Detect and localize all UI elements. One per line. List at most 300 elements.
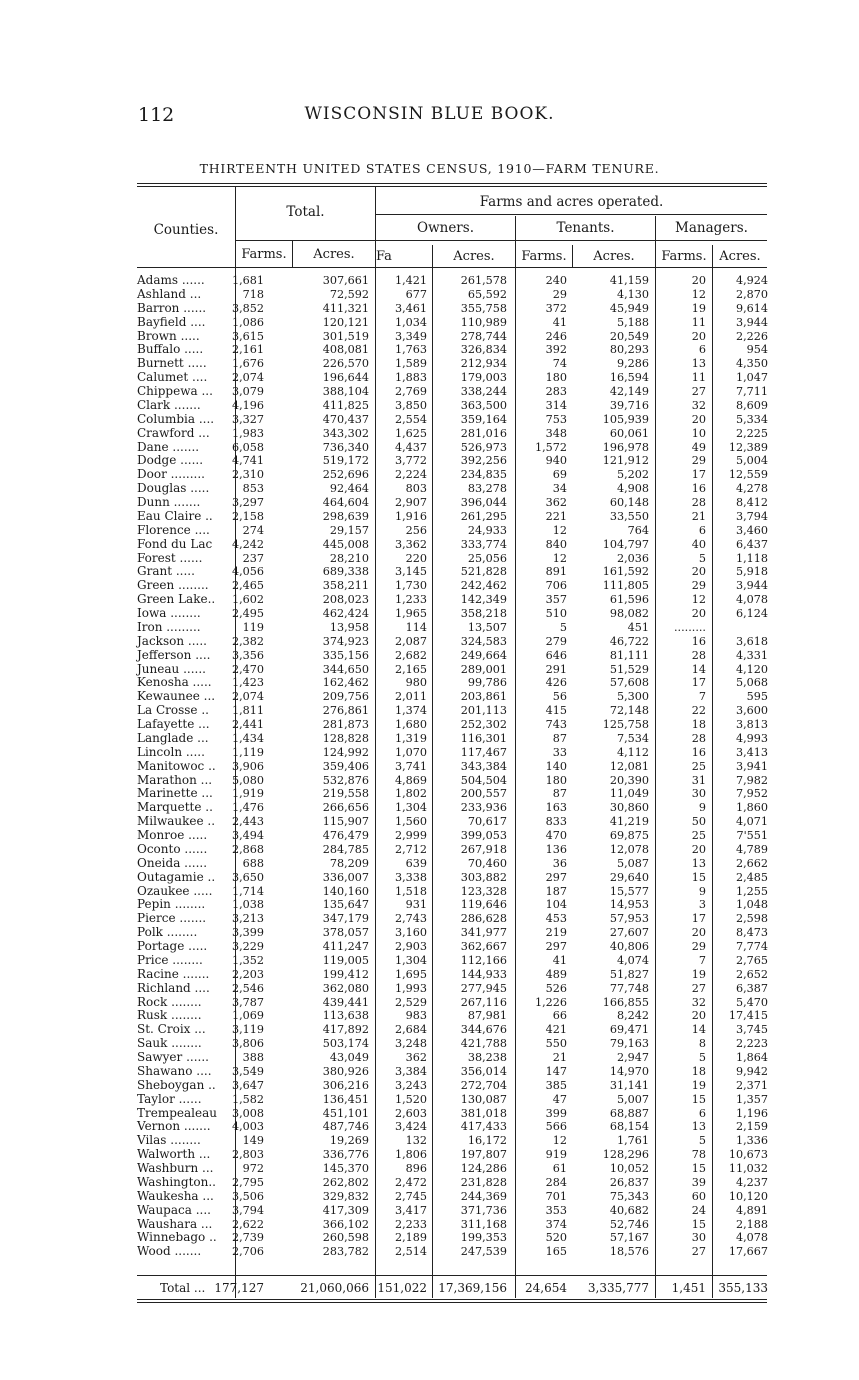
- table-row: [0, 1009, 859, 1023]
- cell-managers-farms: 27: [691, 981, 706, 995]
- cell-managers-farms: 3: [698, 898, 706, 912]
- county-name: Wood .......: [137, 1244, 202, 1259]
- county-name: Douglas .....: [137, 481, 210, 496]
- county-name: Jackson .....: [137, 633, 207, 648]
- cell-owners-farms: 2,472: [394, 1175, 427, 1189]
- cell-total-farms: 972: [242, 1162, 264, 1175]
- cell-total-acres: 252,696: [322, 468, 369, 482]
- cell-owners-acres: 358,218: [460, 607, 507, 620]
- cell-total-farms: 3,494: [231, 829, 264, 842]
- table-row: [0, 898, 859, 912]
- cell-tenants-farms: 415: [545, 704, 567, 718]
- cell-tenants-farms: 12: [552, 1134, 567, 1148]
- cell-owners-acres: 38,238: [467, 1051, 507, 1064]
- cell-managers-farms: 5: [698, 551, 706, 565]
- cell-total-acres: 532,876: [322, 773, 369, 787]
- table-row: [0, 565, 859, 579]
- cell-owners-farms: 1,883: [394, 371, 427, 385]
- cell-owners-farms: 1,589: [394, 357, 427, 371]
- bottom-rule: [137, 1299, 767, 1300]
- cell-total-farms: 2,158: [231, 509, 264, 523]
- cell-tenants-farms: 706: [545, 579, 567, 593]
- county-name: Lafayette ...: [137, 717, 210, 731]
- cell-total-acres: 411,247: [322, 940, 369, 953]
- header-managers-acres: Acres.: [719, 249, 761, 264]
- cell-managers-acres: 1,196: [735, 1106, 768, 1120]
- cell-owners-acres: 381,018: [460, 1106, 507, 1120]
- cell-tenants-acres: 196,978: [602, 440, 649, 454]
- cell-tenants-acres: 57,953: [609, 912, 649, 926]
- cell-owners-acres: 119,646: [460, 898, 507, 912]
- cell-tenants-acres: 4,074: [616, 953, 649, 967]
- cell-total-farms: 2,546: [231, 981, 264, 995]
- total-label: Total ...: [160, 1281, 206, 1295]
- cell-tenants-farms: 180: [545, 371, 567, 385]
- cell-tenants-farms: 246: [545, 329, 567, 343]
- table-title: THIRTEENTH UNITED STATES CENSUS, 1910—FARM TENURE.: [199, 161, 660, 176]
- cell-owners-acres: 252,302: [460, 718, 507, 731]
- county-name: Columbia ....: [137, 411, 215, 426]
- cell-total-acres: 417,309: [322, 1203, 369, 1217]
- cell-managers-farms: 17: [691, 468, 706, 482]
- cell-tenants-farms: 372: [545, 301, 567, 315]
- county-name: Adams ......: [137, 273, 205, 287]
- cell-owners-acres: 130,087: [460, 1092, 507, 1106]
- cell-managers-farms: 25: [691, 759, 706, 773]
- cell-owners-acres: 261,295: [460, 509, 507, 523]
- cell-owners-acres: 392,256: [460, 454, 507, 468]
- cell-owners-acres: 83,278: [467, 482, 507, 496]
- table-row: [0, 413, 859, 427]
- cell-owners-acres: 242,462: [460, 579, 507, 593]
- cell-total-acres: 366,102: [322, 1217, 369, 1231]
- table-row: [0, 1162, 859, 1176]
- cell-tenants-farms: 392: [545, 343, 567, 357]
- cell-managers-acres: 7,774: [735, 940, 768, 953]
- cell-owners-farms: 2,769: [394, 385, 427, 398]
- cell-managers-acres: 3,413: [735, 745, 768, 759]
- cell-owners-acres: 371,736: [460, 1203, 507, 1217]
- cell-total-acres: 344,650: [322, 662, 369, 676]
- cell-managers-farms: 20: [691, 565, 706, 579]
- header-owners: Owners.: [417, 220, 474, 236]
- cell-owners-farms: 677: [405, 287, 427, 301]
- cell-tenants-acres: 16,594: [609, 371, 649, 385]
- header-managers: Managers.: [675, 220, 748, 236]
- table-row: [0, 801, 859, 815]
- header-total-farms: Farms.: [241, 247, 287, 262]
- cell-tenants-farms: 385: [545, 1078, 567, 1092]
- cell-tenants-acres: 2,036: [616, 551, 649, 565]
- cell-managers-acres: 9,942: [735, 1064, 768, 1078]
- cell-owners-farms: 3,772: [394, 454, 427, 468]
- cell-managers-farms: 78: [691, 1148, 706, 1162]
- cell-tenants-farms: 5: [559, 620, 567, 634]
- table-row: [0, 815, 859, 829]
- cell-tenants-farms: 374: [545, 1217, 567, 1231]
- table-row: [0, 843, 859, 857]
- cell-owners-acres: 203,861: [460, 690, 507, 704]
- county-name: Green Lake..: [137, 592, 216, 607]
- cell-total-farms: 688: [242, 856, 264, 870]
- table-row: [0, 454, 859, 468]
- cell-managers-farms: 39: [691, 1175, 706, 1189]
- cell-owners-farms: 2,011: [394, 690, 427, 704]
- cell-tenants-acres: 166,855: [602, 995, 649, 1009]
- cell-managers-acres: 2,662: [735, 856, 768, 870]
- county-name: Sauk ........: [137, 1036, 202, 1051]
- cell-managers-farms: 15: [691, 1092, 706, 1106]
- table-row: [0, 704, 859, 718]
- cell-owners-acres: 117,467: [460, 745, 507, 759]
- table-row: [0, 1107, 859, 1121]
- cell-owners-acres: 278,744: [460, 329, 507, 343]
- table-row: [0, 427, 859, 441]
- cell-tenants-acres: 1,761: [616, 1134, 649, 1148]
- cell-tenants-acres: 40,682: [609, 1203, 649, 1217]
- table-row: [0, 940, 859, 954]
- cell-managers-acres: 2,371: [735, 1078, 768, 1092]
- table-row: [0, 912, 859, 926]
- table-row: [0, 996, 859, 1010]
- cell-owners-farms: 2,224: [394, 468, 427, 482]
- county-name: Racine .......: [137, 966, 210, 981]
- cell-managers-farms: 13: [691, 1120, 706, 1134]
- cell-total-acres: 72,592: [329, 287, 369, 301]
- county-name: Portage .....: [137, 939, 208, 953]
- cell-tenants-acres: 5,300: [616, 690, 649, 704]
- cell-managers-farms: 31: [691, 773, 706, 787]
- total-acres: 21,060,066: [300, 1281, 369, 1295]
- cell-owners-acres: 341,977: [460, 926, 507, 940]
- cell-owners-acres: 267,116: [460, 995, 507, 1009]
- county-name: Burnett .....: [137, 356, 207, 371]
- cell-managers-farms: 7: [698, 690, 706, 704]
- cell-tenants-farms: 12: [552, 551, 567, 565]
- cell-tenants-acres: 68,887: [609, 1106, 649, 1120]
- table-row: [0, 1023, 859, 1037]
- cell-total-acres: 307,661: [322, 274, 369, 287]
- cell-managers-farms: 13: [691, 856, 706, 870]
- cell-total-farms: 3,297: [231, 496, 264, 509]
- table-row: [0, 954, 859, 968]
- county-name: Buffalo .....: [137, 342, 204, 357]
- cell-managers-farms: 9: [698, 884, 706, 898]
- county-name: Pierce .......: [137, 911, 207, 926]
- cell-managers-farms: 19: [691, 301, 706, 315]
- table-row: [0, 1190, 859, 1204]
- cell-owners-acres: 356,014: [460, 1064, 507, 1078]
- cell-managers-farms: 16: [691, 482, 706, 496]
- cell-tenants-farms: 297: [545, 940, 567, 953]
- cell-total-acres: 347,179: [322, 912, 369, 926]
- cell-owners-farms: 220: [405, 551, 427, 565]
- cell-owners-farms: 2,189: [394, 1231, 427, 1245]
- cell-tenants-farms: 526: [545, 981, 567, 995]
- cell-tenants-acres: 7,534: [616, 731, 649, 745]
- cell-managers-farms: 9: [698, 801, 706, 815]
- cell-tenants-acres: 57,608: [609, 676, 649, 690]
- cell-total-acres: 78,209: [329, 856, 369, 870]
- cell-managers-acres: 7,952: [735, 787, 768, 801]
- cell-managers-acres: 2,159: [735, 1120, 768, 1134]
- county-name: Sheboygan ..: [137, 1077, 216, 1092]
- table-row: [0, 496, 859, 510]
- cell-tenants-acres: 18,576: [609, 1245, 649, 1259]
- cell-tenants-farms: 833: [545, 815, 567, 829]
- county-name: Marathon ...: [137, 772, 213, 787]
- cell-owners-farms: 2,087: [394, 634, 427, 648]
- cell-managers-farms: 22: [691, 704, 706, 718]
- cell-total-farms: 237: [242, 551, 264, 565]
- cell-tenants-farms: 753: [545, 412, 567, 426]
- cell-owners-farms: 2,743: [394, 912, 427, 926]
- cell-total-acres: 281,873: [322, 718, 369, 731]
- cell-total-farms: 3,650: [231, 870, 264, 884]
- cell-managers-acres: 4,071: [735, 815, 768, 829]
- cell-managers-farms: 27: [691, 1245, 706, 1259]
- county-name: Rusk ........: [137, 1008, 202, 1023]
- cell-tenants-farms: 147: [545, 1064, 567, 1078]
- county-name: Richland ....: [137, 980, 210, 995]
- cell-total-acres: 276,861: [322, 704, 369, 718]
- cell-tenants-acres: 125,758: [602, 718, 649, 731]
- cell-total-farms: 1,714: [231, 884, 264, 898]
- cell-tenants-acres: 12,078: [609, 842, 649, 856]
- cell-owners-farms: 1,070: [394, 745, 427, 759]
- cell-tenants-farms: 140: [545, 759, 567, 773]
- cell-total-acres: 306,216: [322, 1078, 369, 1092]
- cell-tenants-farms: 291: [545, 662, 567, 676]
- cell-managers-acres: 4,331: [735, 648, 768, 662]
- cell-owners-acres: 355,758: [460, 301, 507, 315]
- cell-total-farms: 4,056: [231, 565, 264, 579]
- cell-managers-farms: 21: [691, 509, 706, 523]
- cell-total-acres: 336,007: [322, 870, 369, 884]
- cell-owners-farms: 3,349: [394, 329, 427, 343]
- cell-tenants-farms: 421: [545, 1023, 567, 1037]
- cell-owners-farms: 1,560: [394, 815, 427, 829]
- cell-total-acres: 462,424: [322, 607, 369, 620]
- cell-owners-acres: 13,507: [467, 620, 507, 634]
- cell-owners-acres: 201,113: [460, 704, 507, 718]
- cell-tenants-farms: 187: [545, 884, 567, 898]
- cell-total-acres: 13,958: [329, 620, 369, 634]
- cell-owners-acres: 179,003: [460, 371, 507, 385]
- county-name: Outagamie ..: [137, 869, 216, 884]
- header-managers-farms: Farms.: [661, 249, 707, 264]
- cell-tenants-farms: 47: [552, 1092, 567, 1106]
- cell-managers-farms: 20: [691, 412, 706, 426]
- cell-total-acres: 408,081: [322, 343, 369, 357]
- table-row: [0, 774, 859, 788]
- cell-managers-acres: 8,412: [735, 496, 768, 509]
- cell-total-farms: 3,806: [231, 1037, 264, 1051]
- cell-managers-acres: 5,068: [735, 676, 768, 690]
- cell-tenants-farms: 69: [552, 468, 567, 482]
- cell-total-farms: 3,327: [231, 412, 264, 426]
- cell-tenants-farms: 74: [552, 357, 567, 371]
- cell-tenants-farms: 510: [545, 607, 567, 620]
- county-name: Price ........: [137, 952, 203, 967]
- cell-total-farms: 3,119: [231, 1023, 264, 1037]
- cell-owners-acres: 65,592: [467, 287, 507, 301]
- cell-tenants-acres: 111,805: [602, 579, 649, 593]
- cell-owners-farms: 803: [405, 482, 427, 496]
- cell-managers-acres: 2,485: [735, 870, 768, 884]
- cell-managers-acres: 4,078: [735, 1231, 768, 1245]
- bottom-rule-2: [137, 1302, 767, 1303]
- county-name: Trempealeau: [137, 1105, 217, 1120]
- cell-tenants-acres: 29,640: [609, 870, 649, 884]
- table-row: [0, 330, 859, 344]
- cell-owners-farms: 1,304: [394, 801, 427, 815]
- cell-total-acres: 411,321: [322, 301, 369, 315]
- cell-tenants-acres: 5,202: [616, 468, 649, 482]
- cell-managers-acres: 1,860: [735, 801, 768, 815]
- county-name: Barron ......: [137, 300, 207, 315]
- county-name: Waushara ...: [137, 1216, 213, 1231]
- cell-managers-acres: 5,004: [735, 454, 768, 468]
- cell-managers-acres: 4,078: [735, 593, 768, 607]
- table-row: [0, 288, 859, 302]
- cell-tenants-farms: 919: [545, 1148, 567, 1162]
- cell-tenants-acres: 69,875: [609, 829, 649, 842]
- table-row: [0, 635, 859, 649]
- cell-total-farms: 3,647: [231, 1078, 264, 1092]
- cell-total-farms: 1,069: [231, 1009, 264, 1023]
- cell-tenants-farms: 940: [545, 454, 567, 468]
- cell-total-farms: 3,229: [231, 940, 264, 953]
- cell-total-acres: 209,756: [322, 690, 369, 704]
- cell-managers-acres: 3,600: [735, 704, 768, 718]
- cell-tenants-acres: 41,219: [609, 815, 649, 829]
- header-operated: Farms and acres operated.: [479, 194, 664, 210]
- table-row: [0, 579, 859, 593]
- table-row: [0, 593, 859, 607]
- county-name: Forest ......: [137, 550, 203, 565]
- cell-owners-acres: 124,286: [460, 1162, 507, 1175]
- cell-managers-acres: 4,237: [735, 1175, 768, 1189]
- county-name: Rock ........: [137, 994, 202, 1009]
- cell-managers-acres: 3,944: [735, 579, 768, 593]
- cell-owners-acres: 110,989: [460, 315, 507, 329]
- cell-tenants-acres: 60,061: [609, 426, 649, 440]
- cell-total-farms: 1,476: [231, 801, 264, 815]
- cell-managers-acres: 2,598: [735, 912, 768, 926]
- table-row: [0, 1176, 859, 1190]
- cell-owners-acres: 303,882: [460, 870, 507, 884]
- cell-owners-acres: 396,044: [460, 496, 507, 509]
- cell-tenants-farms: 891: [545, 565, 567, 579]
- cell-owners-acres: 359,164: [460, 412, 507, 426]
- county-name: Jefferson ....: [137, 647, 211, 662]
- cell-managers-farms: 20: [691, 274, 706, 287]
- cell-total-farms: 1,919: [231, 787, 264, 801]
- cell-owners-farms: 2,903: [394, 940, 427, 953]
- cell-managers-farms: 29: [691, 454, 706, 468]
- cell-managers-farms: 16: [691, 745, 706, 759]
- cell-tenants-acres: 11,049: [609, 787, 649, 801]
- cell-managers-farms: 20: [691, 842, 706, 856]
- cell-total-farms: 2,441: [231, 718, 264, 731]
- cell-managers-acres: 8,473: [735, 926, 768, 940]
- cell-tenants-farms: 284: [545, 1175, 567, 1189]
- cell-total-farms: 1,086: [231, 315, 264, 329]
- cell-managers-acres: 954: [746, 343, 768, 357]
- cell-owners-farms: 2,603: [394, 1106, 427, 1120]
- cell-tenants-acres: 104,797: [602, 537, 649, 551]
- cell-owners-farms: 1,965: [394, 607, 427, 620]
- total-owners-acres: 17,369,156: [438, 1281, 507, 1295]
- cell-tenants-farms: 550: [545, 1037, 567, 1051]
- table-row: [0, 441, 859, 455]
- cell-total-acres: 284,785: [322, 842, 369, 856]
- cell-total-farms: 2,803: [231, 1148, 264, 1162]
- cell-managers-farms: 13: [691, 357, 706, 371]
- cell-managers-farms: 49: [691, 440, 706, 454]
- cell-total-acres: 388,104: [322, 385, 369, 398]
- cell-owners-farms: 2,684: [394, 1023, 427, 1037]
- cell-owners-farms: 3,145: [394, 565, 427, 579]
- cell-total-farms: 4,741: [231, 454, 264, 468]
- cell-total-acres: 43,049: [329, 1051, 369, 1064]
- cell-tenants-farms: 221: [545, 509, 567, 523]
- cell-total-acres: 226,570: [322, 357, 369, 371]
- cell-total-acres: 336,776: [322, 1148, 369, 1162]
- cell-total-acres: 359,406: [322, 759, 369, 773]
- county-name: Juneau ......: [137, 661, 206, 676]
- cell-total-farms: 119: [242, 620, 264, 634]
- cell-managers-acres: 5,334: [735, 412, 768, 426]
- cell-managers-farms: 32: [691, 398, 706, 412]
- cell-tenants-farms: 348: [545, 426, 567, 440]
- cell-tenants-acres: 5,188: [616, 315, 649, 329]
- cell-managers-acres: 4,120: [735, 662, 768, 676]
- header-owners-acres: Acres.: [453, 249, 495, 264]
- cell-managers-farms: 30: [691, 1231, 706, 1245]
- cell-managers-acres: 2,765: [735, 953, 768, 967]
- header-owners-farms: Fa: [376, 249, 392, 264]
- cell-total-farms: 1,602: [231, 593, 264, 607]
- county-name: Oneida ......: [137, 855, 208, 870]
- cell-owners-farms: 3,243: [394, 1078, 427, 1092]
- cell-managers-farms: 19: [691, 967, 706, 981]
- cell-tenants-acres: 80,293: [609, 343, 649, 357]
- cell-owners-farms: 931: [405, 898, 427, 912]
- cell-total-acres: 362,080: [322, 981, 369, 995]
- table-row: [0, 399, 859, 413]
- cell-tenants-acres: 72,148: [609, 704, 649, 718]
- table-row: [0, 316, 859, 330]
- cell-tenants-acres: 20,549: [609, 329, 649, 343]
- cell-total-farms: 4,196: [231, 398, 264, 412]
- cell-managers-farms: 5: [698, 1134, 706, 1148]
- cell-owners-farms: 3,362: [394, 537, 427, 551]
- cell-managers-farms: 14: [691, 1023, 706, 1037]
- cell-owners-farms: 3,384: [394, 1064, 427, 1078]
- cell-managers-farms: 30: [691, 787, 706, 801]
- cell-total-farms: 1,119: [231, 745, 264, 759]
- cell-total-farms: 3,787: [231, 995, 264, 1009]
- cell-managers-farms: 11: [691, 315, 706, 329]
- cell-total-acres: 378,057: [322, 926, 369, 940]
- header-tenants: Tenants.: [556, 220, 615, 236]
- running-title: WISCONSIN BLUE BOOK.: [304, 104, 555, 124]
- cell-managers-farms: 18: [691, 718, 706, 731]
- county-name: Dane .......: [137, 439, 200, 454]
- cell-tenants-farms: 399: [545, 1106, 567, 1120]
